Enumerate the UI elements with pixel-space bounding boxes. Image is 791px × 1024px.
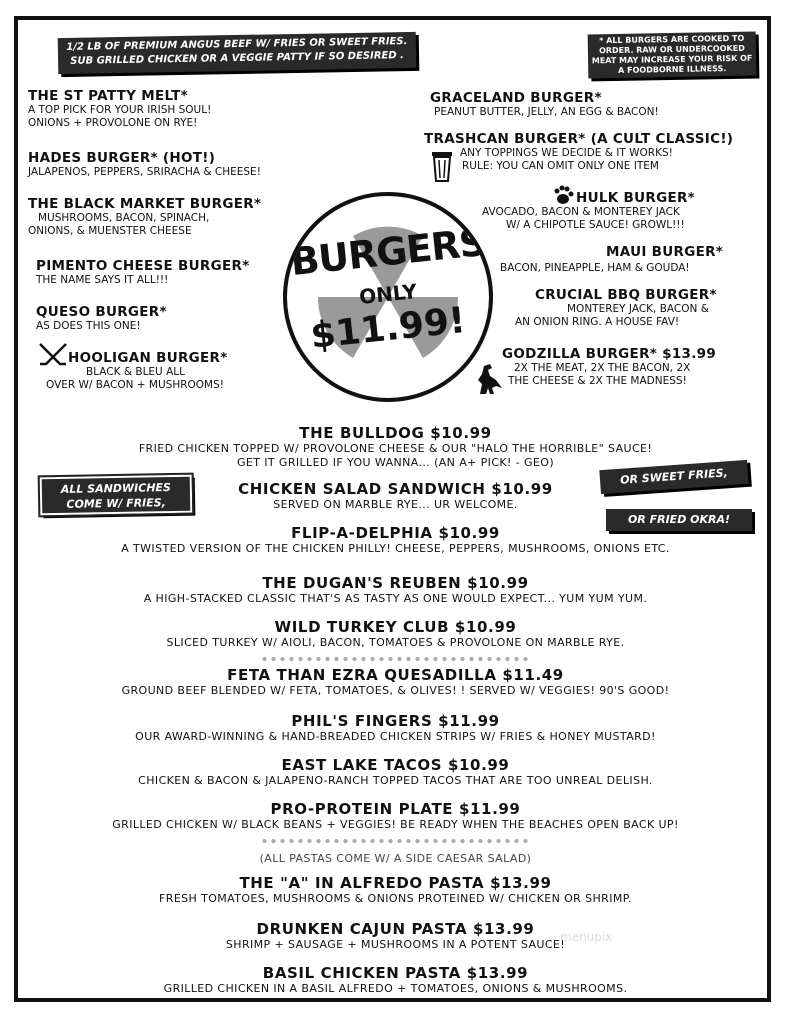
- item-name: EAST LAKE TACOS $10.99: [281, 756, 510, 774]
- item-desc: A TOP PICK FOR YOUR IRISH SOUL!: [28, 104, 212, 116]
- item-name: CHICKEN SALAD SANDWICH $10.99: [238, 480, 553, 498]
- item-desc: PEANUT BUTTER, JELLY, AN EGG & BACON!: [434, 106, 659, 118]
- item-desc-2: ONIONS, & MUENSTER CHEESE: [28, 225, 192, 237]
- item-name: PRO-PROTEIN PLATE $11.99: [270, 800, 521, 818]
- item-desc-2: AN ONION RING. A HOUSE FAV!: [515, 316, 680, 328]
- item-desc: AVOCADO, BACON & MONTEREY JACK: [482, 206, 680, 218]
- hockey-sticks-icon: [38, 342, 68, 374]
- burger-graceland: [430, 90, 659, 119]
- burger-hulk-desc: [482, 206, 685, 232]
- item-name: GODZILLA BURGER* $13.99: [502, 346, 717, 362]
- food-warning: * ALL BURGERS ARE COOKED TO ORDER. RAW OR UNDERCOOKED MEAT MAY INCREASE YOUR RISK OF A FOODBORNE ILLNESS.: [588, 32, 757, 79]
- item-desc-2: W/ A CHIPOTLE SAUCE! GROWL!!!: [506, 219, 685, 231]
- item-name: THE DUGAN'S REUBEN $10.99: [262, 574, 529, 592]
- item-desc: MUSHROOMS, BACON, SPINACH,: [38, 212, 210, 224]
- item-desc: MONTEREY JACK, BACON &: [567, 303, 709, 315]
- item-desc: A TWISTED VERSION OF THE CHICKEN PHILLY! CHEESE, PEPPERS, MUSHROOMS, ONIONS ETC.: [121, 542, 670, 555]
- item-pro-protein-plate: [20, 800, 771, 832]
- item-flip-a-delphia: [20, 524, 771, 556]
- item-name: FLIP-A-DELPHIA $10.99: [291, 524, 500, 542]
- burger-hades: [28, 150, 261, 179]
- item-dugans-reuben: [20, 574, 771, 606]
- item-desc: A HIGH-STACKED CLASSIC THAT'S AS TASTY AS ONE WOULD EXPECT... YUM YUM YUM.: [143, 592, 648, 605]
- item-name: PHIL'S FINGERS $11.99: [291, 712, 500, 730]
- item-name: BASIL CHICKEN PASTA $13.99: [262, 964, 529, 982]
- sweet-fries-note: OR SWEET FRIES,: [599, 460, 748, 494]
- item-desc: FRIED CHICKEN TOPPED W/ PROVOLONE CHEESE & OUR "HALO THE HORRIBLE" SAUCE!: [138, 442, 653, 455]
- item-name: THE ST PATTY MELT*: [28, 88, 189, 104]
- item-name: HADES BURGER* (HOT!): [28, 150, 216, 166]
- badge-price: $11.99!: [308, 299, 468, 358]
- item-name: TRASHCAN BURGER* (A CULT CLASSIC!): [424, 131, 734, 147]
- item-desc: GROUND BEEF BLENDED W/ FETA, TOMATOES, & OLIVES! ! SERVED W/ VEGGIES! 90'S GOOD!: [121, 684, 670, 697]
- burger-queso: [36, 304, 167, 333]
- item-name: HOOLIGAN BURGER*: [68, 350, 228, 366]
- item-name: THE BLACK MARKET BURGER*: [28, 196, 262, 212]
- item-desc: SLICED TURKEY W/ AIOLI, BACON, TOMATOES & PROVOLONE ON MARBLE RYE.: [166, 636, 625, 649]
- pastas-note-text: (ALL PASTAS COME W/ A SIDE CAESAR SALAD): [259, 852, 532, 865]
- item-basil-chicken-pasta: [20, 964, 771, 996]
- trashcan-icon: [430, 148, 454, 186]
- item-feta-than-ezra: [20, 666, 771, 698]
- sandwiches-line-2: COME W/ FRIES,: [66, 496, 166, 511]
- item-wild-turkey-club: [20, 618, 771, 650]
- item-desc: OUR AWARD-WINNING & HAND-BREADED CHICKEN STRIPS W/ FRIES & HONEY MUSTARD!: [135, 730, 656, 743]
- badge-only: ONLY: [357, 279, 419, 309]
- badge-title: BURGERS: [288, 219, 488, 285]
- item-desc: CHICKEN & BACON & JALAPENO-RANCH TOPPED TACOS THAT ARE TOO UNREAL DELISH.: [138, 774, 653, 787]
- item-phils-fingers: [20, 712, 771, 744]
- item-name: HULK BURGER*: [576, 190, 696, 206]
- item-name: MAUI BURGER*: [606, 244, 724, 260]
- pastas-note: [20, 852, 771, 866]
- item-desc: FRESH TOMATOES, MUSHROOMS & ONIONS PROTEINED W/ CHICKEN OR SHRIMP.: [159, 892, 632, 905]
- item-desc: GRILLED CHICKEN W/ BLACK BEANS + VEGGIES! BE READY WHEN THE BEACHES OPEN BACK UP!: [112, 818, 679, 831]
- burger-godzilla: [502, 346, 716, 388]
- item-desc: ANY TOPPINGS WE DECIDE & IT WORKS!: [460, 147, 673, 159]
- fried-okra-note: OR FRIED OKRA!: [606, 509, 752, 531]
- top-banner: [58, 32, 417, 74]
- item-desc-2: OVER W/ BACON + MUSHROOMS!: [46, 379, 224, 391]
- item-desc: BACON, PINEAPPLE, HAM & GOUDA!: [500, 262, 690, 274]
- godzilla-icon: [474, 362, 504, 400]
- item-name: GRACELAND BURGER*: [430, 90, 602, 106]
- item-name: DRUNKEN CAJUN PASTA $13.99: [256, 920, 535, 938]
- item-name: QUESO BURGER*: [36, 304, 167, 320]
- burger-pimento-cheese: [36, 258, 250, 287]
- burger-maui-desc: [500, 262, 690, 275]
- item-desc: AS DOES THIS ONE!: [36, 320, 141, 332]
- item-name: WILD TURKEY CLUB $10.99: [274, 618, 517, 636]
- banner-line-2: SUB GRILLED CHICKEN OR A VEGGIE PATTY IF SO DESIRED .: [70, 50, 405, 67]
- burgers-price-badge: [283, 192, 493, 402]
- burger-st-patty-melt: [28, 88, 211, 130]
- divider-dots: [260, 656, 530, 662]
- item-desc: GRILLED CHICKEN IN A BASIL ALFREDO + TOMATOES, ONIONS & MUSHROOMS.: [163, 982, 628, 995]
- banner-line-1: 1/2 LB OF PREMIUM ANGUS BEEF W/ FRIES OR SWEET FRIES.: [66, 36, 408, 53]
- burger-black-market: [28, 196, 261, 238]
- item-name: THE "A" IN ALFREDO PASTA $13.99: [239, 874, 552, 892]
- item-desc: SERVED ON MARBLE RYE... UR WELCOME.: [273, 498, 518, 511]
- item-desc-2: GET IT GRILLED IF YOU WANNA... (AN A+ PICK! - GEO): [236, 456, 555, 469]
- item-a-in-alfredo-pasta: [20, 874, 771, 906]
- item-desc: 2X THE MEAT, 2X THE BACON, 2X: [514, 362, 691, 374]
- item-chicken-salad-sandwich: [20, 480, 771, 512]
- burger-hooligan: [46, 350, 228, 392]
- item-desc: THE NAME SAYS IT ALL!!!: [36, 274, 169, 286]
- watermark: menupix: [560, 930, 613, 944]
- divider-dots: [260, 838, 530, 844]
- burger-maui: [606, 244, 723, 260]
- item-name: THE BULLDOG $10.99: [299, 424, 492, 442]
- sandwiches-line-1: ALL SANDWICHES: [60, 481, 172, 496]
- item-desc: BLACK & BLEU ALL: [86, 366, 185, 378]
- item-drunken-cajun-pasta: [20, 920, 771, 952]
- item-desc-2: RULE: YOU CAN OMIT ONLY ONE ITEM: [462, 160, 659, 172]
- item-bulldog: [20, 424, 771, 470]
- item-desc: JALAPENOS, PEPPERS, SRIRACHA & CHEESE!: [28, 166, 261, 178]
- item-desc: SHRIMP + SAUSAGE + MUSHROOMS IN A POTENT SAUCE!: [225, 938, 566, 951]
- burger-trashcan: [424, 131, 733, 173]
- item-name: FETA THAN EZRA QUESADILLA $11.49: [227, 666, 564, 684]
- burger-crucial-bbq: [515, 287, 717, 329]
- item-desc-2: ONIONS + PROVOLONE ON RYE!: [28, 117, 198, 129]
- item-name: PIMENTO CHEESE BURGER*: [36, 258, 250, 274]
- burger-hulk: [576, 190, 695, 206]
- item-desc-2: THE CHEESE & 2X THE MADNESS!: [508, 375, 687, 387]
- item-name: CRUCIAL BBQ BURGER*: [535, 287, 717, 303]
- item-east-lake-tacos: [20, 756, 771, 788]
